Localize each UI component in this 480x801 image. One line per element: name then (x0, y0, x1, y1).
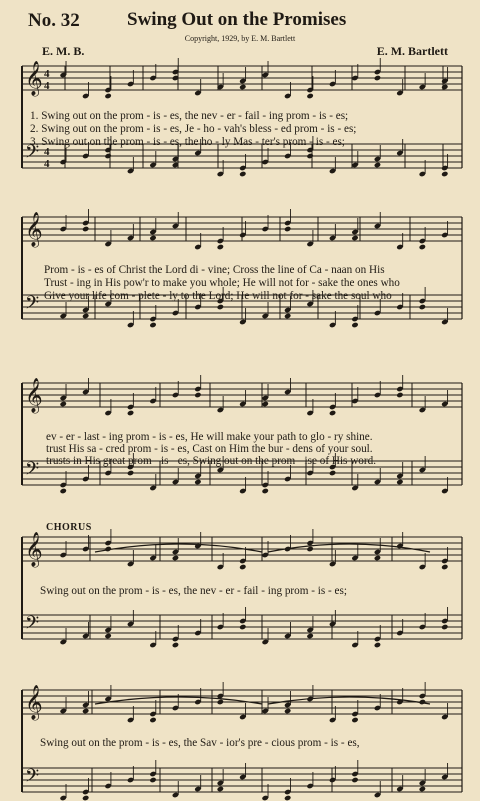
note-head (351, 322, 358, 328)
time-signature-icon: 4 (44, 80, 50, 92)
tie-icon (268, 697, 430, 704)
hymn-title: Swing Out on the Promises (127, 9, 347, 30)
note-head (60, 401, 67, 407)
note-head (60, 488, 67, 494)
note-head (82, 313, 89, 319)
bass-clef-icon: 𝄢 (25, 613, 40, 638)
treble-clef-icon: 𝄞 (25, 378, 43, 413)
note-head (217, 304, 224, 310)
note-head (419, 244, 426, 250)
lyric-s2-l1: Prom - is - es of Christ the Lord di - vine; Cross the line of Ca - naan on His (44, 264, 385, 276)
note-head (396, 392, 403, 398)
note-head (284, 708, 291, 714)
note-head (172, 555, 179, 561)
bass-clef-icon: 𝄢 (25, 766, 40, 791)
note-head (329, 410, 336, 416)
copyright-notice: Copyright, 1929, by E. M. Bartlett (184, 34, 296, 43)
chorus-label: CHORUS (46, 522, 92, 533)
note-head (149, 777, 156, 783)
lyric-s3-l1: ev - er - last - ing prom - is - es, He will make your path to glo - ry shine. (46, 431, 373, 443)
note-head (239, 84, 246, 90)
note-head (396, 479, 403, 485)
time-signature-icon: 4 (44, 146, 50, 158)
lyric-s2-l2: Trust - ing in His pow'r to make you whole; He will not for - sake the ones who (44, 277, 400, 289)
note-head (419, 786, 426, 792)
note-head (172, 642, 179, 648)
note-head (441, 564, 448, 570)
note-head (351, 717, 358, 723)
treble-clef-icon: 𝄞 (25, 212, 43, 247)
hymn-number: No. 32 (28, 10, 80, 31)
note-head (149, 322, 156, 328)
note-head (104, 153, 111, 159)
note-head (82, 226, 89, 232)
bass-clef-icon: 𝄢 (25, 459, 40, 484)
note-head (284, 313, 291, 319)
lyric-s1-l1: 1. Swing out on the prom - is - es, the nev - er - fail - ing prom - is - es; (30, 110, 349, 122)
time-signature-icon: 4 (44, 68, 50, 80)
time-signature-icon: 4 (44, 158, 50, 170)
note-head (82, 708, 89, 714)
note-head (306, 633, 313, 639)
lyric-s1-l3: 3. Swing out on the prom - is - es, the ho - ly Mas - ter's prom - is - es; (30, 136, 345, 148)
note-head (149, 717, 156, 723)
note-head (239, 564, 246, 570)
note-head (441, 84, 448, 90)
note-head (262, 401, 269, 407)
note-head (104, 633, 111, 639)
note-head (441, 171, 448, 177)
note-head (284, 226, 291, 232)
note-head (149, 235, 156, 241)
note-head (239, 624, 246, 630)
note-head (374, 162, 381, 168)
music-author: E. M. Bartlett (376, 44, 448, 58)
bass-clef-icon: 𝄢 (25, 142, 40, 167)
treble-clef-icon: 𝄞 (25, 61, 43, 96)
note-head (306, 153, 313, 159)
note-head (194, 392, 201, 398)
lyric-s5-l1: Swing out on the prom - is - es, the Sav - ior's pre - cious prom - is - es, (40, 737, 360, 749)
note-head (329, 470, 336, 476)
note-head (374, 75, 381, 81)
note-head (284, 795, 291, 801)
note-head (217, 699, 224, 705)
lyric-s4-l1: Swing out on the prom - is - es, the nev - er - fail - ing prom - is - es; (40, 585, 347, 597)
note-head (82, 795, 89, 801)
note-head (217, 244, 224, 250)
note-head (127, 410, 134, 416)
words-author: E. M. B. (42, 44, 85, 58)
lyric-s3-l2: trust His sa - cred prom - is - es, Cast on Him the bur - dens of your soul. (46, 443, 373, 455)
note-head (127, 470, 134, 476)
tie-icon (268, 544, 430, 552)
treble-clef-icon: 𝄞 (25, 685, 43, 720)
bass-clef-icon: 𝄢 (25, 293, 40, 318)
note-head (104, 93, 111, 99)
note-head (351, 235, 358, 241)
note-head (306, 93, 313, 99)
treble-clef-icon: 𝄞 (25, 532, 43, 567)
note-head (217, 786, 224, 792)
note-head (194, 479, 201, 485)
note-head (441, 624, 448, 630)
note-head (239, 171, 246, 177)
lyric-s2-l3: Give your life com - plete - ly to the Lord; He will not for - sake the soul who (44, 290, 392, 302)
note-head (419, 304, 426, 310)
lyric-s3-l3: trusts in His great prom - is - es, Swing out on the prom - ise of His word. (46, 455, 376, 467)
lyric-s1-l2: 2. Swing out on the prom - is - es, Je - ho - vah's bless - ed prom - is - es; (30, 123, 357, 135)
note-head (262, 488, 269, 494)
note-head (351, 777, 358, 783)
note-head (374, 555, 381, 561)
note-head (374, 642, 381, 648)
